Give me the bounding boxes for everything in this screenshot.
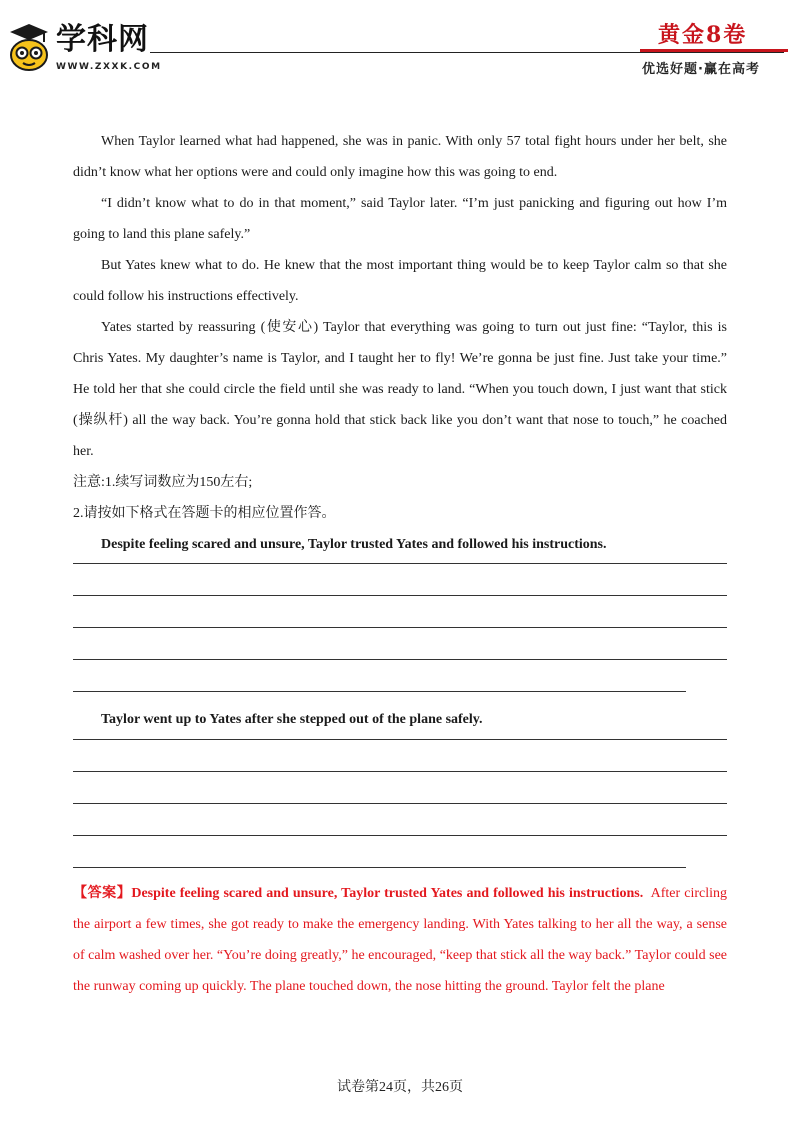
slogan: 优选好题·赢在高考 [642,62,760,77]
writing-line [73,771,727,772]
brand-name: 学科网 [56,22,149,57]
writing-lines-first [73,563,727,692]
writing-line [73,803,727,804]
story-paragraph: Yates started by reassuring (使安心) Taylor that everything was going to turn out just fine: “Taylor, this is Chris Yates. My daughter’s name is Taylor, and I taught her to fly! We’re gonna be just fine. Just take your time.” He told her that she could circle the field until she was ready to land. “When you touch down, I just want that stick (操纵杆) all the way back. You’re gonna hold that stick back like you don’t want that nose to touch,” he coached her. [73,320,727,459]
series-underline [640,49,788,52]
paragraph-prompt-first: Despite feeling scared and unsure, Taylor trusted Yates and followed his instructions. [101,537,607,552]
story-paragraph: “I didn’t know what to do in that moment,” said Taylor later. “I’m just panicking and figuring out how I’m going to land this plane safely.” [73,196,727,242]
writing-line [73,867,686,868]
answer-lead-sentence: Despite feeling scared and unsure, Taylor trusted Yates and followed his instructions. [131,886,644,901]
writing-line [73,691,686,692]
site-url: WWW.ZXXK.COM [56,62,162,72]
owl-mascot-icon [8,22,50,72]
story-paragraph: But Yates knew what to do. He knew that the most important thing would be to keep Taylor calm so that she could follow his instructions effectively. [73,258,727,304]
writing-line [73,627,727,628]
writing-line [73,595,727,596]
writing-lines-second [73,739,727,868]
page-footer: 试卷第24页，共26页 [337,1080,463,1095]
writing-line [73,835,727,836]
answer-block [73,878,727,1002]
writing-line [73,563,727,564]
story-paragraph: When Taylor learned what had happened, she was in panic. With only 57 total fight hours under her belt, she didn’t know what her options were and could only imagine how this was going to end. [73,134,727,180]
writing-line [73,739,727,740]
note-line: 注意:1.续写词数应为150左右; [73,475,253,490]
series-title: 黄金8卷 [658,22,748,48]
paragraph-prompt-second: Taylor went up to Yates after she stepped out of the plane safely. [101,712,483,727]
header-divider [150,52,784,53]
answer-text: After circling the airport a few times, she got ready to make the emergency landing. With Yates talking to her all the way, a sense of calm washed over her. “You’re doing greatly,” he encouraged, “keep that stick all the way back.” Taylor could see the runway coming up quickly. The plane touched down, the nose hitting the ground. Taylor felt the plane [73,886,728,994]
document-body [73,126,727,1002]
page-header [0,0,800,90]
writing-line [73,659,727,660]
note-line: 2.请按如下格式在答题卡的相应位置作答。 [73,506,336,521]
answer-tag: 【答案】 [73,886,132,901]
